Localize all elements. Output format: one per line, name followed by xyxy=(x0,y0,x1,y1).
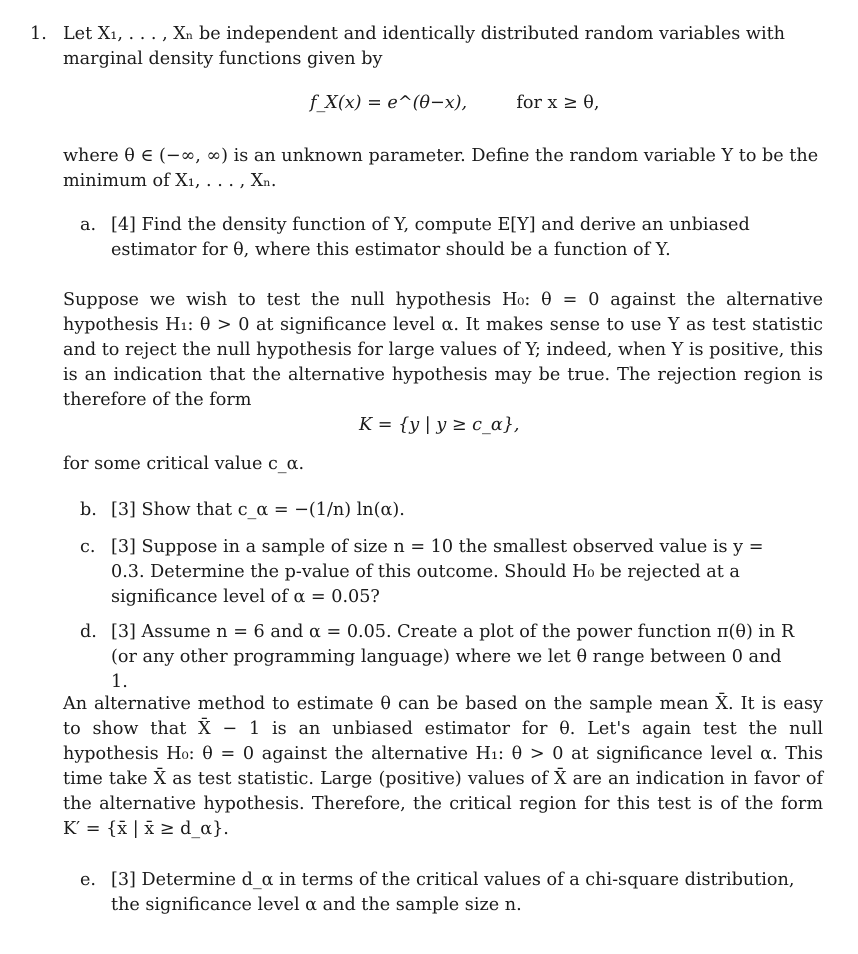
part-e-text: [3] Determine d_α in terms of the critical values of a chi-square distribution, the significance level α and the sample size n. xyxy=(111,870,795,915)
part-e-label: e. xyxy=(80,870,97,890)
rejection-region: K = {y | y ≥ c_α}, xyxy=(359,415,520,435)
part-a-label: a. xyxy=(80,215,97,235)
alternative-method-text: An alternative method to estimate θ can be based on the sample mean X̄. It is easy to show that X̄ − 1 is an unbiased estimator for θ. Let's again test the null hypothesis H₀: θ = 0 against the alternative H₁: θ > 0 at significance level α. This time take X̄ as test statistic. Large (positive) values of X̄ are an indication in favor of the alternative hypothesis. Therefore, the critical region for this test is of the form K′ = {x̄ | x̄ ≥ d_α}. xyxy=(63,694,823,839)
density-condition: for x ≥ θ, xyxy=(516,93,600,113)
part-c-text: [3] Suppose in a sample of size n = 10 the smallest observed value is y = 0.3. Determine the p-value of this outcome. Should H₀ be rejected at a significance level of α = 0.05? xyxy=(111,537,764,607)
problem-number: 1. xyxy=(30,24,47,44)
problem-intro: Let X₁, . . . , Xₙ be independent and identically distributed random variables with marginal density functions given by xyxy=(63,24,785,69)
density-equation-row xyxy=(310,91,600,116)
part-d-text: [3] Assume n = 6 and α = 0.05. Create a plot of the power function π(θ) in R (or any other programming language) where we let θ range between 0 and 1. xyxy=(111,622,795,692)
density-equation: f_X(x) = e^(θ−x), xyxy=(310,93,468,113)
part-c-label: c. xyxy=(80,537,96,557)
rejection-region-equation xyxy=(359,413,520,438)
part-b-label: b. xyxy=(80,500,97,520)
part-d-label: d. xyxy=(80,622,97,642)
parameter-definition: where θ ∈ (−∞, ∞) is an unknown parameter. Define the random variable Y to be the minimum of X₁, . . . , Xₙ. xyxy=(63,146,819,191)
part-b-text: [3] Show that c_α = −(1/n) ln(α). xyxy=(111,500,405,520)
part-a-text: [4] Find the density function of Y, compute E[Y] and derive an unbiased estimator for θ, where this estimator should be a function of Y. xyxy=(111,215,750,260)
critical-value-text: for some critical value c_α. xyxy=(63,454,305,474)
hypothesis-test-intro: Suppose we wish to test the null hypothesis H₀: θ = 0 against the alternative hypothesis H₁: θ > 0 at significance level α. It makes sense to use Y as test statistic and to reject the null hypothesis for large values of Y; indeed, when Y is positive, this is an indication that the alternative hypothesis may be true. The rejection region is therefore of the form xyxy=(63,290,823,410)
